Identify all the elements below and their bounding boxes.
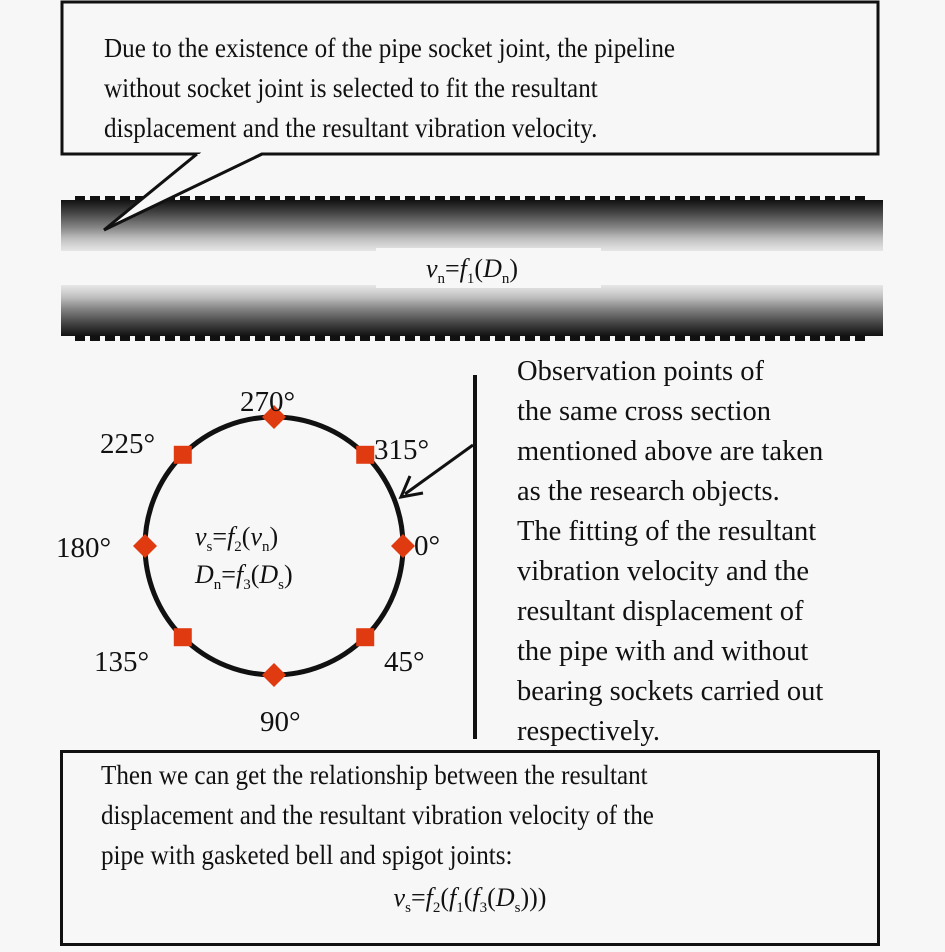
formula-sub: 1: [466, 271, 475, 287]
formula-sub: 3: [479, 900, 488, 916]
formula-sub: n: [213, 577, 222, 593]
result-line: displacement and the resultant vibration velocity of the: [101, 800, 654, 830]
formula-sub: s: [278, 577, 284, 593]
formula-eq: =: [445, 254, 460, 283]
observation-point-marker-45: [356, 628, 374, 646]
formula-sub: n: [437, 271, 445, 287]
formula-sub: n: [501, 271, 510, 287]
vertical-divider: [473, 375, 477, 739]
pipe-wall-bottom: [61, 285, 883, 336]
result-line: Then we can get the relationship between the resultant: [101, 760, 648, 790]
result-box: [60, 750, 880, 946]
angle-label-270: 270°: [240, 386, 296, 418]
formula-fn: f: [425, 883, 433, 912]
formula-var: v: [195, 522, 207, 551]
observation-point-marker-225: [174, 446, 192, 464]
formula-sub: s: [405, 900, 411, 916]
formula-sub: 3: [243, 577, 251, 593]
side-note-line: as the research objects.: [517, 476, 780, 507]
formula-sub: s: [206, 539, 213, 555]
formula-sub: 1: [456, 900, 464, 916]
pipe-formula: $v_n=f_1(D_n)$: [425, 254, 519, 287]
angle-label-180: 180°: [56, 532, 112, 564]
result-line: pipe with gasketed bell and spigot joints:: [101, 840, 513, 870]
observation-point-marker-315: [356, 446, 374, 464]
cross-section-diagram: [40, 370, 480, 750]
callout-line: without socket joint is selected to fit the resultant: [104, 73, 598, 103]
pipe-wall-top: [61, 200, 883, 251]
angle-label-225: 225°: [100, 428, 156, 460]
formula-fn: f: [472, 883, 480, 912]
side-note-line: vibration velocity and the: [517, 556, 810, 587]
observation-point-marker-0: [391, 534, 415, 558]
side-note-line: respectively.: [517, 716, 660, 747]
formula-sub: n: [262, 539, 270, 555]
observation-point-marker-90: [262, 663, 286, 687]
side-note-line: Observation points of: [517, 356, 764, 387]
formula-var: v: [425, 254, 438, 283]
callout-text: [104, 28, 829, 148]
formula-var: D: [195, 560, 214, 589]
formula-fn: f: [449, 883, 457, 912]
callout-line: displacement and the resultant vibration velocity.: [104, 113, 598, 143]
formula-vs-f2: $v_s=f_2(v_n)$: [195, 522, 279, 555]
side-note: [517, 352, 937, 752]
formula-fn: f: [235, 560, 244, 589]
side-note-line: mentioned above are taken: [517, 436, 824, 467]
angle-label-315: 315°: [374, 434, 430, 466]
formula-sub: s: [514, 900, 521, 916]
result-formula: $v_s=f_2(f_1(f_3(D_s)))$: [393, 883, 547, 916]
observation-point-marker-135: [174, 628, 192, 646]
callout-line: Due to the existence of the pipe socket joint, the pipeline: [104, 33, 676, 63]
observation-point-marker-180: [133, 534, 157, 558]
result-text: [101, 755, 654, 875]
formula-var: D: [495, 883, 515, 912]
formula-fn: f: [459, 254, 467, 283]
side-note-line: The fitting of the resultant: [517, 516, 817, 547]
formula-sub: 2: [432, 900, 441, 916]
formula-var: v: [393, 883, 406, 912]
cross-section-formulas: [195, 518, 293, 594]
side-note-line: resultant displacement of: [517, 596, 804, 627]
angle-label-135: 135°: [94, 646, 150, 678]
pipe-outer-dashes-bottom: [75, 336, 870, 341]
pointer-arrowhead-icon: [401, 476, 423, 497]
angle-label-0: 0°: [414, 530, 441, 562]
formula-sub: 2: [234, 539, 242, 555]
side-note-line: the same cross section: [517, 396, 772, 427]
formula-dn-f3: $D_n=f_3(D_s)$: [195, 560, 293, 593]
angle-label-90: 90°: [260, 706, 301, 738]
angle-label-45: 45°: [384, 646, 425, 678]
pipe-section: [61, 196, 883, 340]
formula-fn: f: [227, 522, 235, 551]
formula-var: v: [250, 522, 263, 551]
formula-var: D: [259, 560, 279, 589]
side-note-line: bearing sockets carried out: [517, 676, 824, 707]
formula-var: D: [483, 254, 502, 283]
side-note-line: the pipe with and without: [517, 636, 809, 667]
